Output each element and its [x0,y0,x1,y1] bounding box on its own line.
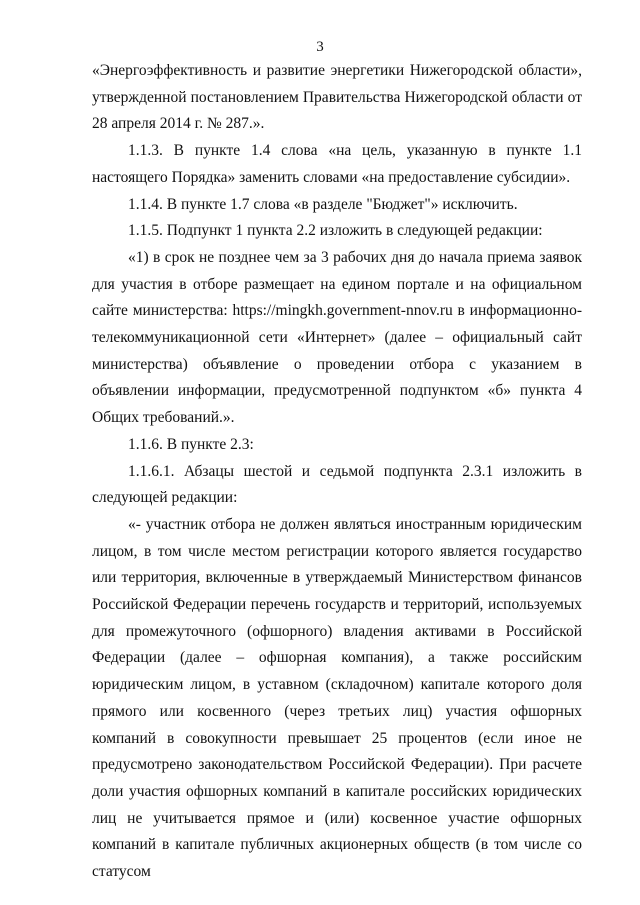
paragraph-1-1-6-1: 1.1.6.1. Абзацы шестой и седьмой подпункта 2.3.1 изложить в следующей редакции: [92,462,582,507]
paragraph-1-1-4: 1.1.4. В пункте 1.7 слова «в разделе "Бюджет"» исключить. [128,195,518,213]
paragraph-continuation: «Энергоэффективность и развитие энергетики Нижегородской области», утвержденной постановлением Правительства Нижегородской области от 28 апреля 2014 г. № 287.». [92,62,582,133]
page-number: 3 [316,39,324,55]
paragraph-new-subclause-1: «1) в срок не позднее чем за 3 рабочих дня до начала приема заявок для участия в отборе размещает на едином портале и на официальном сайте министерства: https://mingkh.government-nnov.ru в информационно-телекоммуникационной сети «Интернет» (далее – официальный сайт министерства) объявление о проведении отбора с указанием в объявлении информации, предусмотренной подпунктом «б» пункта 4 Общих требований.». [92,248,582,427]
paragraph-offshore-requirement: «- участник отбора не должен являться иностранным юридическим лицом, в том числе местом регистрации которого является государство или территория, включенные в утверждаемый Министерством финансов Российской Федерации перечень государств и территорий, используемых для промежуточного (офшорного) владения активами в Российской Федерации (далее – офшорная компания), а также российским юридическим лицом, в уставном (складочном) капитале которого доля прямого или косвенного (через третьих лиц) участия офшорных компаний в совокупности превышает 25 процентов (если иное не предусмотрено законодательством Российской Федерации). При расчете доли участия офшорных компаний в капитале российских юридических лиц не учитывается прямое и (или) косвенное участие офшорных компаний в капитале публичных акционерных обществ (в том числе со статусом [92,515,582,881]
paragraph-1-1-5: 1.1.5. Подпункт 1 пункта 2.2 изложить в следующей редакции: [128,222,543,240]
paragraph-1-1-3: 1.1.3. В пункте 1.4 слова «на цель, указанную в пункте 1.1 настоящего Порядка» заменить словами «на предоставление субсидии». [92,142,582,186]
paragraph-1-1-6: 1.1.6. В пункте 2.3: [128,435,254,453]
document-body [92,58,582,886]
